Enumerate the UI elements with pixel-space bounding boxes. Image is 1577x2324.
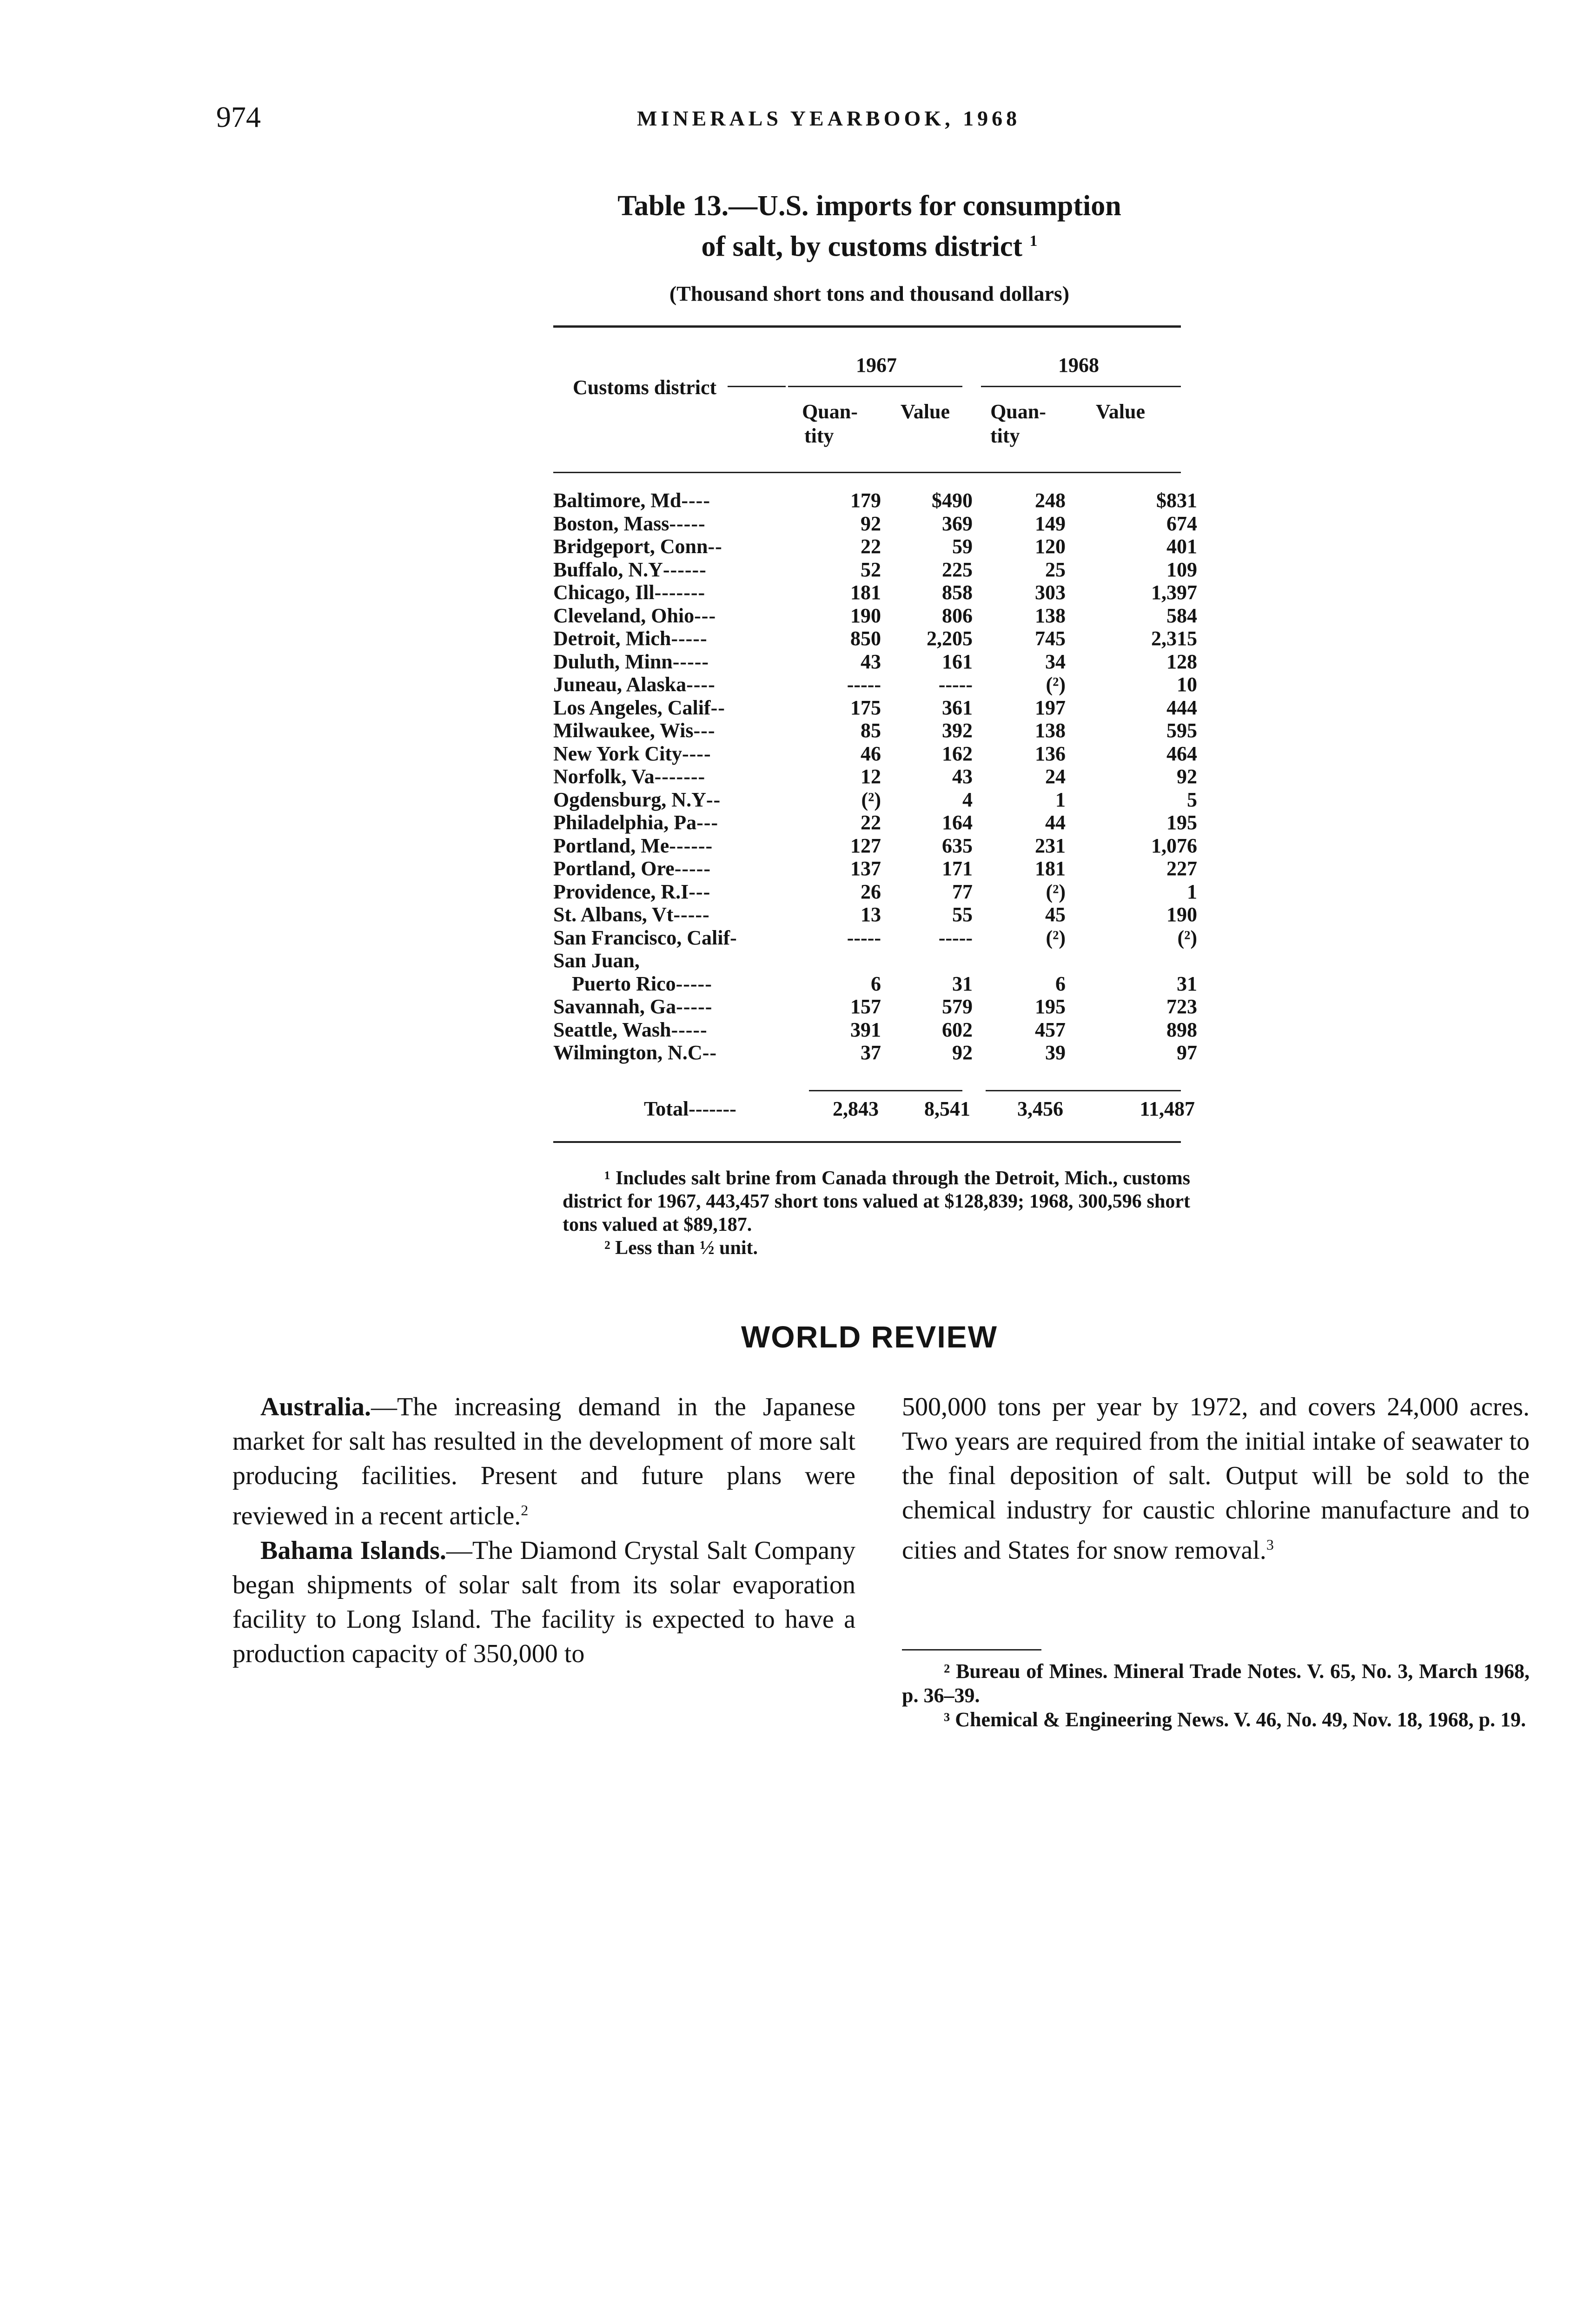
district-name: Portland, Me [553,834,669,857]
paragraph-australia [232,1390,855,1533]
quantity-1968-cell: 120 [1035,535,1066,558]
table-row [553,926,1197,950]
value-1968-cell: 1 [1187,880,1197,903]
quantity-1968-cell: (²) [1046,926,1066,949]
table-title [549,188,1190,264]
table-footnote-2: ² Less than ½ unit. [604,1237,758,1259]
quantity-1968-cell: 44 [1045,811,1066,834]
value-1968-cell: 5 [1187,788,1197,811]
leader-dots: - [730,926,737,949]
quantity-1967-cell: ----- [847,926,881,949]
quantity-1968-cell: 303 [1035,581,1066,604]
quantity-1967-cell: 175 [850,696,881,719]
value-1967-cell: 164 [942,811,973,834]
total-v67: 8,541 [924,1097,970,1120]
value-1967-cell: 579 [942,995,973,1018]
quantity-1967-cell: 92 [861,512,881,535]
district-cell [553,558,793,581]
page-footnote-2: ² Bureau of Mines. Mineral Trade Notes. V. 65, No. 3, March 1968, p. 36–39. [902,1660,1530,1707]
total-label: Total------- [644,1097,736,1120]
quantity-1968-cell: 34 [1045,650,1066,673]
leader-dots: ----- [669,512,706,535]
quantity-1968-cell: 457 [1035,1018,1066,1041]
paragraph-bahama [232,1533,855,1671]
value-1967-cell [881,949,973,972]
district-name: Norfolk, Va [553,765,655,788]
district-cell [553,880,793,904]
quantity-1967-cell: 391 [850,1018,881,1041]
value-1968-header: Value [1096,400,1145,423]
quantity-1967-cell: 137 [850,857,881,880]
quantity-1967-cell: 6 [871,972,881,995]
district-name: Providence, R.I [553,880,689,903]
quantity-1967-cell: 37 [861,1041,881,1064]
table-title-line2 [549,224,1190,264]
district-cell [553,535,793,558]
quantity-1967-cell: 52 [861,558,881,581]
quantity-1968-cell: 24 [1045,765,1066,788]
value-1967-cell: 602 [942,1018,973,1041]
value-1968-cell: 898 [1166,1018,1197,1041]
district-cell [553,742,793,766]
leader-dots: --- [694,604,716,627]
value-1967-cell: 77 [952,880,973,903]
lead-australia: Australia. [260,1393,371,1421]
quantity-1968-cell: 149 [1035,512,1066,535]
district-cell [553,512,793,535]
table-row [553,558,1197,581]
total-v68: 11,487 [1140,1097,1195,1120]
total-rule-1967 [809,1090,962,1091]
district-cell [553,489,793,512]
table-row [553,857,1197,880]
value-1967-cell: 55 [952,903,973,926]
leader-dots: ------ [669,834,713,857]
quantity-1968-cell: 181 [1035,857,1066,880]
leader-dots: ----- [672,650,709,673]
district-name: Milwaukee, Wis [553,719,694,742]
quantity-1968-cell: 45 [1045,903,1066,926]
quantity-1967-cell: 179 [850,489,881,512]
district-cell [553,811,793,834]
value-1967-cell: 392 [942,719,973,742]
value-1967-cell: 361 [942,696,973,719]
quantity-1967-cell: 46 [861,742,881,765]
stub-rule [728,386,786,387]
leader-dots: -- [702,1041,717,1064]
quantity-1967-cell: 850 [850,627,881,650]
district-name: Ogdensburg, N.Y [553,788,706,811]
leader-dots: ----- [671,627,708,650]
value-1968-cell: 1,076 [1151,834,1197,857]
quantity-1968-cell: 197 [1035,696,1066,719]
leader-dots: ------- [654,581,706,604]
quantity-1968-cell: 745 [1035,627,1066,650]
leader-dots: ----- [676,995,713,1018]
district-cell [553,926,793,950]
quantity-1968-cell: (²) [1046,880,1066,903]
quantity-1967-header-l2: tity [804,424,834,447]
district-cell [553,834,793,858]
paragraph-bahama-cont [902,1390,1530,1568]
table-row [553,535,1197,558]
total-q68: 3,456 [1017,1097,1063,1120]
table-row [553,604,1197,627]
quantity-1968-cell: 6 [1055,972,1066,995]
quantity-1967-header-l1: Quan- [802,400,858,423]
district-name: Baltimore, Md [553,489,682,512]
value-1967-cell: 225 [942,558,973,581]
year-1967-header: 1967 [856,354,897,376]
year-1967-rule [788,386,962,387]
table-title-line1: Table 13.—U.S. imports for consumption [617,190,1121,222]
value-1967-cell: 162 [942,742,973,765]
notes-rule [902,1649,1041,1651]
value-1967-cell: 92 [952,1041,973,1064]
value-1968-cell: 109 [1166,558,1197,581]
district-cell [553,604,793,627]
value-1967-cell: ----- [938,926,973,949]
district-cell [553,788,793,812]
district-name: Detroit, Mich [553,627,671,650]
leader-dots: ----- [671,1018,708,1041]
value-1968-cell: 464 [1166,742,1197,765]
table-row [553,903,1197,926]
left-column [232,1390,855,1671]
table-body [553,489,1197,1064]
quantity-1967-cell: 12 [861,765,881,788]
district-cell [553,857,793,880]
quantity-1967-cell: 181 [850,581,881,604]
district-name: Cleveland, Ohio [553,604,695,627]
value-1968-cell: 10 [1177,673,1197,696]
quantity-1967-cell: 43 [861,650,881,673]
district-name: St. Albans, Vt [553,903,674,926]
text-australia: —The increasing demand in the Japanese market for salt has resulted in the development of more salt producing facilities. Present and future plans were reviewed in a recent article. [232,1393,855,1531]
column-header-stub: Customs district [573,376,717,399]
value-1967-cell: 806 [942,604,973,627]
district-cell [553,719,793,742]
value-1968-cell: 401 [1166,535,1197,558]
quantity-1968-cell: 231 [1035,834,1066,857]
quantity-1967-cell: 157 [850,995,881,1018]
quantity-1967-cell: 85 [861,719,881,742]
value-1967-cell: 858 [942,581,973,604]
district-cell [553,627,793,650]
value-1968-cell: 31 [1177,972,1197,995]
value-1968-cell: 128 [1166,650,1197,673]
quantity-1967-cell: 26 [861,880,881,903]
total-rule-1968 [986,1090,1181,1091]
leader-dots: -- [706,788,721,811]
district-cell [553,1041,793,1064]
table-row [553,673,1197,696]
quantity-1968-cell: 1 [1055,788,1066,811]
value-1968-cell: 2,315 [1151,627,1197,650]
table-row [553,719,1197,742]
leader-dots: ----- [676,972,712,995]
table-row [553,1041,1197,1064]
table-row [553,489,1197,512]
value-1968-cell: 1,397 [1151,581,1197,604]
quantity-1968-cell: 25 [1045,558,1066,581]
quantity-1967-cell: 190 [850,604,881,627]
note-ref-2: 2 [521,1502,529,1519]
header-bottom-rule [553,472,1181,473]
table-row [553,742,1197,766]
quantity-1968-cell: 39 [1045,1041,1066,1064]
district-cell [553,696,793,720]
value-1967-cell: $490 [932,489,973,512]
district-name: San Francisco, Calif [553,926,730,949]
district-name: Philadelphia, Pa [553,811,697,834]
district-name: Puerto Rico [572,972,676,995]
table-row [553,880,1197,904]
salt-imports-table [553,489,1197,1064]
value-1968-cell: 595 [1166,719,1197,742]
leader-dots: ---- [682,742,711,765]
table-footnote-1: ¹ Includes salt brine from Canada through the Detroit, Mich., customs district for 1967, 443,457 short tons valued at $128,839; 1968, 300,596 short tons valued at $89,187. [563,1168,1190,1235]
quantity-1968-cell: 136 [1035,742,1066,765]
district-cell [553,995,793,1018]
value-1968-cell: 227 [1166,857,1197,880]
quantity-1968-cell: 248 [1035,489,1066,512]
district-name: Chicago, Ill [553,581,655,604]
quantity-1968-cell: 138 [1035,719,1066,742]
district-cell [553,972,793,996]
table-bottom-rule [553,1141,1181,1143]
value-1968-cell: $831 [1156,489,1197,512]
value-1968-cell: 97 [1177,1041,1197,1064]
quantity-1968-cell [973,949,1066,972]
value-1967-cell: 59 [952,535,973,558]
value-1968-cell [1066,949,1197,972]
quantity-1968-cell: 138 [1035,604,1066,627]
leader-dots: ----- [673,903,710,926]
district-cell [553,650,793,673]
district-name: Wilmington, N.C [553,1041,702,1064]
quantity-1967-cell [793,949,881,972]
table-row [553,627,1197,650]
value-1967-cell: 171 [942,857,973,880]
table-row [553,765,1197,788]
table-title-line2-text: of salt, by customs district [701,231,1023,263]
quantity-1968-cell: 195 [1035,995,1066,1018]
leader-dots: -- [710,696,725,719]
text-bahama: —The Diamond Crystal Salt Company began shipments of solar salt from its solar evaporation facility to Long Island. The facility is expected to have a production capacity of 350,000 to [232,1536,855,1668]
value-1967-cell: 635 [942,834,973,857]
page-footnote-3: ³ Chemical & Engineering News. V. 46, No. 49, Nov. 18, 1968, p. 19. [944,1708,1526,1731]
leader-dots: ------- [654,765,706,788]
table-row [553,1018,1197,1042]
value-1968-cell: 195 [1166,811,1197,834]
value-1967-cell: ----- [938,673,973,696]
total-q67: 2,843 [833,1097,879,1120]
value-1967-header: Value [901,400,950,423]
quantity-1968-cell: (²) [1046,673,1066,696]
value-1967-cell: 4 [962,788,973,811]
leader-dots: --- [696,811,719,834]
district-cell [553,1018,793,1042]
table-top-rule [553,325,1181,328]
leader-dots: ---- [681,489,710,512]
value-1968-cell: 674 [1166,512,1197,535]
page-footnotes [902,1659,1530,1732]
note-ref-3: 3 [1266,1536,1274,1553]
quantity-1968-header-l2: tity [990,424,1020,447]
running-head: MINERALS YEARBOOK, 1968 [637,106,1021,130]
district-name: New York City [553,742,682,765]
district-cell [553,949,793,972]
table-row [553,811,1197,834]
district-name: Savannah, Ga [553,995,676,1018]
district-cell [553,903,793,926]
lead-bahama: Bahama Islands. [260,1536,446,1565]
right-column [902,1390,1530,1568]
district-name: Boston, Mass [553,512,669,535]
year-1968-header: 1968 [1058,354,1099,376]
leader-dots: ---- [686,673,716,696]
quantity-1967-cell: 22 [861,811,881,834]
table-title-footnote-marker: 1 [1029,232,1038,250]
table-row [553,696,1197,720]
quantity-1967-cell: 13 [861,903,881,926]
district-name: Duluth, Minn [553,650,673,673]
value-1967-cell: 43 [952,765,973,788]
table-row [553,788,1197,812]
value-1968-cell: 723 [1166,995,1197,1018]
value-1968-cell: 190 [1166,903,1197,926]
leader-dots: ----- [674,857,711,880]
value-1967-cell: 31 [952,972,973,995]
district-cell [553,581,793,604]
table-row [553,949,1197,972]
district-name: Buffalo, N.Y [553,558,663,581]
quantity-1967-cell: 22 [861,535,881,558]
quantity-1968-header [979,400,1058,448]
quantity-1967-header [793,400,867,448]
leader-dots: --- [693,719,716,742]
district-cell [553,765,793,788]
district-name: San Juan, [553,949,640,972]
district-cell [553,673,793,696]
page-number: 974 [216,100,261,133]
value-1967-cell: 2,205 [927,627,973,650]
text-bahama-cont: 500,000 tons per year by 1972, and covers 24,000 acres. Two years are required from the initial intake of seawater to the final deposition of salt. Output will be sold to the chemical industry for caustic chlorine manufacture and to cities and States for snow removal. [902,1393,1530,1565]
table-footnotes [563,1167,1190,1260]
district-name: Portland, Ore [553,857,675,880]
value-1967-cell: 369 [942,512,973,535]
value-1968-cell: 584 [1166,604,1197,627]
value-1968-cell: (²) [1177,926,1197,949]
table-row [553,512,1197,535]
section-heading: WORLD REVIEW [741,1320,998,1354]
value-1967-cell: 161 [942,650,973,673]
leader-dots: ------ [663,558,707,581]
quantity-1967-cell: 127 [850,834,881,857]
table-row [553,972,1197,996]
district-name: Bridgeport, Conn [553,535,708,558]
quantity-1967-cell: (²) [861,788,881,811]
value-1968-cell: 444 [1166,696,1197,719]
table-row [553,995,1197,1018]
district-name: Juneau, Alaska [553,673,687,696]
quantity-1968-header-l1: Quan- [990,400,1046,423]
value-1968-cell: 92 [1177,765,1197,788]
leader-dots: --- [689,880,711,903]
quantity-1967-cell: ----- [847,673,881,696]
table-row [553,581,1197,604]
district-name: Seattle, Wash [553,1018,671,1041]
table-subtitle: (Thousand short tons and thousand dollars) [669,282,1070,305]
year-1968-rule [981,386,1181,387]
table-row [553,834,1197,858]
district-name: Los Angeles, Calif [553,696,711,719]
table-row [553,650,1197,673]
leader-dots: -- [708,535,722,558]
